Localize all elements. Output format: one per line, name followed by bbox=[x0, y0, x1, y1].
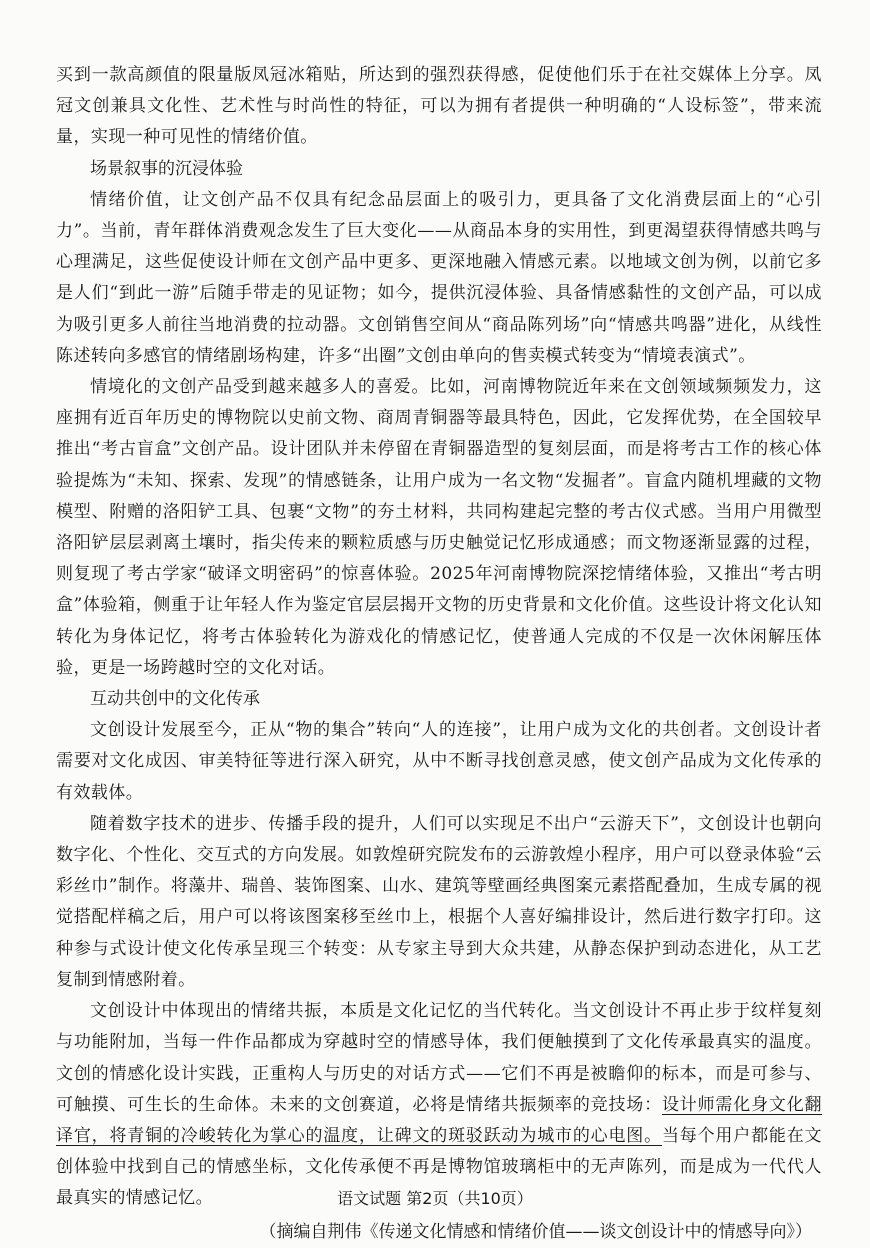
section-heading-immersive: 场景叙事的沉浸体验 bbox=[90, 158, 243, 179]
paragraph-2: 情绪价值，让文创产品不仅具有纪念品层面上的吸引力，更具备了文化消费层面上的“心引力”。当前，青年群体消费观念发生了巨大变化——从商品本身的实用性，到更渴望获得情感共鸣与心理满足，这些促使设计师在文创产品中更多、更深地融入情感元素。以地域文创为例，以前它多是人们“到此一游”后随手带走的见证物；如今，提供沉浸体验、具备情感黏性的文创产品，可以成为吸引更多人前往当地消费的拉动器。文创销售空间从“商品陈列场”向“情感共鸣器”进化，从线性陈述转向多感官的情绪剧场构建，许多“出圈”文创由单向的售卖模式转变为“情境表演式”。 bbox=[56, 189, 822, 366]
paragraph-4: 文创设计发展至今，正从“物的集合”转向“人的连接”，让用户成为文化的共创者。文创设计者需要对文化成因、审美特征等进行深入研究，从中不断寻找创意灵感，使文创产品成为文化传承的有效载体。 bbox=[56, 720, 822, 803]
paragraph-6-part-c: 当每个用户都能在文创体验中找到自己的情感坐标，文化传承便不再是博物馆玻璃柜中的无声陈列，而是成为一代代人最真实的情感记忆。 bbox=[56, 1125, 822, 1209]
source-citation: （摘编自荆伟《传递文化情感和情绪价值——谈文创设计中的情感导向》） bbox=[259, 1221, 812, 1242]
paragraph-6-part-a: 文创设计中体现出的情绪共振，本质是文化记忆的当代转化。当文创设计不再止步于纹样复刻与功能附加，当每一件作品都成为穿越时空的情感导体，我们便触摸到了文化传承最真实的温度。文创的情感化设计实践，正重构人与历史的对话方式——它们不再是被瞻仰的标本，而是可参与、可触摸、可生长的生命体。未来的文创赛道，必将是情绪共振频率的竞技场： bbox=[56, 1001, 822, 1115]
paragraph-5: 随着数字技术的进步、传播手段的提升，人们可以实现足不出户“云游天下”，文创设计也朝向数字化、个性化、交互式的方向发展。如敦煌研究院发布的云游敦煌小程序，用户可以登录体验“云彩丝巾”制作。将藻井、瑞兽、装饰图案、山水、建筑等壁画经典图案元素搭配叠加，生成专属的视觉搭配样稿之后，用户可以将该图案移至丝巾上，根据个人喜好编排设计，然后进行数字打印。这种参与式设计使文化传承呈现三个转变：从专家主导到大众共建，从静态保护到动态进化，从工艺复制到情感附着。 bbox=[56, 813, 822, 990]
underlined-sentence: 设计师需化身文化翻译官，将青铜的冷峻转化为掌心的温度，让碑文的斑驳跃动为城市的心电图。 bbox=[56, 1094, 822, 1146]
section-heading-cocreation: 互动共创中的文化传承 bbox=[90, 689, 260, 710]
paragraph-3: 情境化的文创产品受到越来越多人的喜爱。比如，河南博物院近年来在文创领域频频发力，这座拥有近百年历史的博物院以史前文物、商周青铜器等最具特色，因此，它发挥优势，在全国较早推出“考古盲盒”文创产品。设计团队并未停留在青铜器造型的复刻层面，而是将考古工作的核心体验提炼为“未知、探索、发现”的情感链条，让用户成为一名文物“发掘者”。盲盒内随机埋藏的文物模型、附赠的洛阳铲工具、包裹“文物”的夯土材料，共同构建起完整的考古仪式感。当用户用微型洛阳铲层层剥离土壤时，指尖传来的颗粒质感与历史触觉记忆形成通感；而文物逐渐显露的过程，则复现了考古学家“破译文明密码”的惊喜体验。2025年河南博物院深挖情绪体验，又推出“考古明盒”体验箱，侧重于让年轻人作为鉴定官层层揭开文物的历史背景和文化价值。这些设计将文化认知转化为身体记忆，将考古体验转化为游戏化的情感记忆，使普通人完成的不仅是一次休闲解压体验，更是一场跨越时空的文化对话。 bbox=[56, 377, 822, 678]
paragraph-6 bbox=[56, 996, 822, 1214]
page-footer: 语文试题 第2页（共10页） bbox=[337, 1189, 533, 1208]
paragraph-1: 买到一款高颜值的限量版凤冠冰箱贴，所达到的强烈获得感，促使他们乐于在社交媒体上分享。凤冠文创兼具文化性、艺术性与时尚性的特征，可以为拥有者提供一种明确的“人设标签”，带来流量，实现一种可见性的情绪价值。 bbox=[56, 65, 822, 148]
